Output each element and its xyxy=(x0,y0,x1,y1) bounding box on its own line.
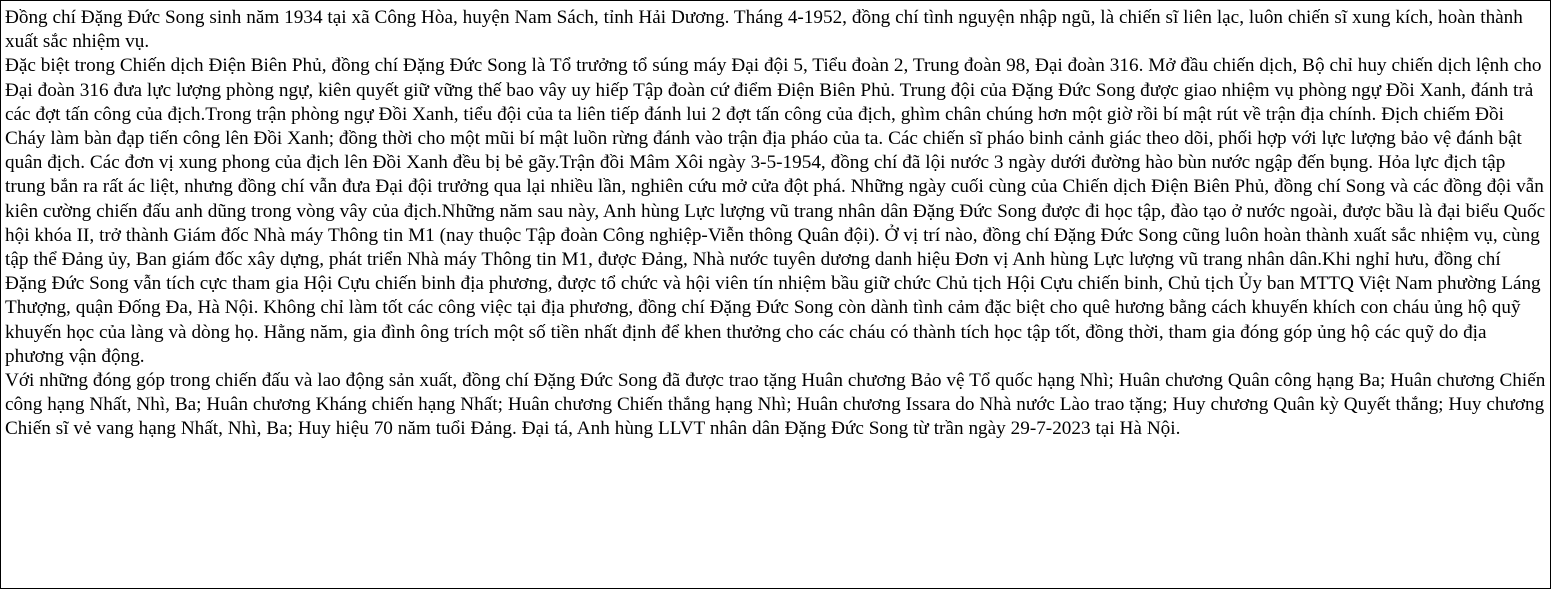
paragraph-honors: Với những đóng góp trong chiến đấu và lao động sản xuất, đồng chí Đặng Đức Song đã được trao tặng Huân chương Bảo vệ Tổ quốc hạng Nhì; Huân chương Quân công hạng Ba; Huân chương Chiến công hạng Nhất, Nhì, Ba; Huân chương Kháng chiến hạng Nhất; Huân chương Chiến thắng hạng Nhì; Huân chương Issara do Nhà nước Lào trao tặng; Huy chương Quân kỳ Quyết thắng; Huy chương Chiến sĩ vẻ vang hạng Nhất, Nhì, Ba; Huy hiệu 70 năm tuổi Đảng. Đại tá, Anh hùng LLVT nhân dân Đặng Đức Song từ trần ngày 29-7-2023 tại Hà Nội. xyxy=(5,370,1546,440)
paragraph-early-life: Đồng chí Đặng Đức Song sinh năm 1934 tại xã Công Hòa, huyện Nam Sách, tỉnh Hải Dương. Tháng 4-1952, đồng chí tình nguyện nhập ngũ, là chiến sĩ liên lạc, luôn chiến sĩ xung kích, hoàn thành xuất sắc nhiệm vụ. xyxy=(5,7,1523,53)
paragraph-dien-bien-phu: Đặc biệt trong Chiến dịch Điện Biên Phủ, đồng chí Đặng Đức Song là Tổ trưởng tổ súng máy Đại đội 5, Tiểu đoàn 2, Trung đoàn 98, Đại đoàn 316. Mở đầu chiến dịch, Bộ chỉ huy chiến dịch lệnh cho Đại đoàn 316 đưa lực lượng phòng ngự, kiên quyết giữ vững thế bao vây uy hiếp Tập đoàn cứ điểm Điện Biên Phủ. Trung đội của Đặng Đức Song được giao nhiệm vụ phòng ngự Đồi Xanh, đánh trả các đợt tấn công của địch.Trong trận phòng ngự Đồi Xanh, tiểu đội của ta liên tiếp đánh lui 2 đợt tấn công của địch, ghìm chân chúng hơn một giờ rồi bí mật rút về trận địa chính. Địch chiếm Đồi Cháy làm bàn đạp tiến công lên Đồi Xanh; đồng thời cho một mũi bí mật luồn rừng đánh vào trận địa pháo của ta. Các chiến sĩ pháo binh cảnh giác theo dõi, phối hợp với lực lượng bảo vệ đánh bật quân địch. Các đơn vị xung phong của địch lên Đồi Xanh đều bị bẻ gãy.Trận đồi Mâm Xôi ngày 3-5-1954, đồng chí đã lội nước 3 ngày dưới đường hào bùn nước ngập đến bụng. Hỏa lực địch tập trung bắn ra rất ác liệt, nhưng đồng chí vẫn đưa Đại đội trưởng qua lại nhiều lần, nghiên cứu mở cửa đột phá. Những ngày cuối cùng của Chiến dịch Điện Biên Phủ, đồng chí Song và các đồng đội vẫn kiên cường chiến đấu anh dũng trong vòng vây của địch.Những năm sau này, Anh hùng Lực lượng vũ trang nhân dân Đặng Đức Song được đi học tập, đào tạo ở nước ngoài, được bầu là đại biểu Quốc hội khóa II, trở thành Giám đốc Nhà máy Thông tin M1 (nay thuộc Tập đoàn Công nghiệp-Viễn thông Quân đội). Ở vị trí nào, đồng chí Đặng Đức Song cũng luôn hoàn thành xuất sắc nhiệm vụ, cùng tập thể Đảng ủy, Ban giám đốc xây dựng, phát triển Nhà máy Thông tin M1, được Đảng, Nhà nước tuyên dương danh hiệu Đơn vị Anh hùng Lực lượng vũ trang nhân dân.Khi nghỉ hưu, đồng chí Đặng Đức Song vẫn tích cực tham gia Hội Cựu chiến binh địa phương, được tổ chức và hội viên tín nhiệm bầu giữ chức Chủ tịch Hội Cựu chiến binh, Chủ tịch Ủy ban MTTQ Việt Nam phường Láng Thượng, quận Đống Đa, Hà Nội. Không chỉ làm tốt các công việc tại địa phương, đồng chí Đặng Đức Song còn dành tình cảm đặc biệt cho quê hương bằng cách khuyến khích con cháu ủng hộ quỹ khuyến học của làng và dòng họ. Hằng năm, gia đình ông trích một số tiền nhất định để khen thưởng cho các cháu có thành tích học tập tốt, đồng thời, tham gia đóng góp ủng hộ các quỹ do địa phương vận động. xyxy=(5,55,1546,367)
